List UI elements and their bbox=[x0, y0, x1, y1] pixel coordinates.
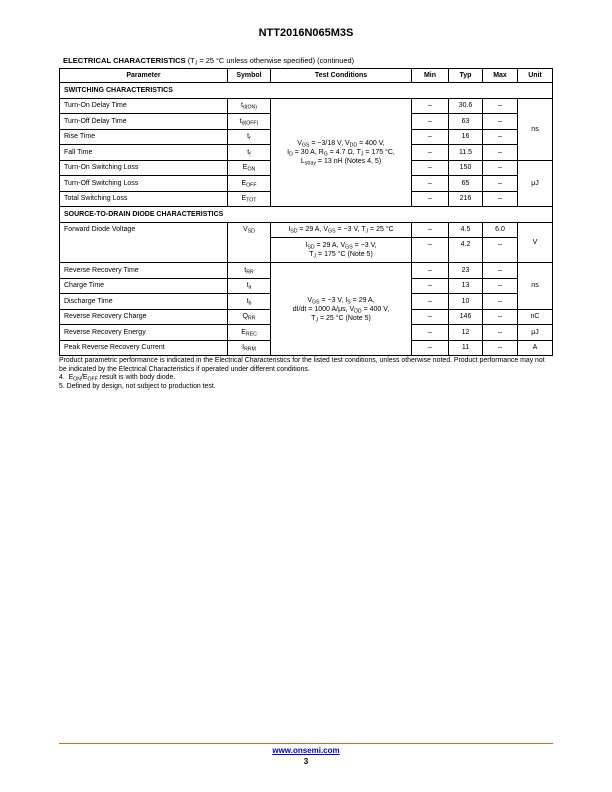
max-cell: – bbox=[483, 294, 518, 310]
max-cell: – bbox=[483, 114, 518, 130]
table-row bbox=[60, 222, 553, 238]
website-link[interactable]: www.onsemi.com bbox=[272, 746, 340, 755]
symbol-cell: $t_r$ bbox=[228, 129, 271, 145]
min-cell: – bbox=[412, 340, 449, 356]
typ-cell: 11 bbox=[449, 340, 483, 356]
max-cell: – bbox=[483, 325, 518, 341]
typ-cell: 10 bbox=[449, 294, 483, 310]
max-cell: – bbox=[483, 340, 518, 356]
symbol-cell: $E_{OFF}$ bbox=[228, 176, 271, 192]
section-condition: (T bbox=[187, 56, 195, 65]
notes-paragraph: Product parametric performance is indicated in the Electrical Characteristics for the listed test conditions, unless otherwise noted. Product performance may not be indicated by the Electrical Characteristics if operated under different conditions. bbox=[59, 357, 545, 373]
param-cell: Forward Diode Voltage bbox=[60, 222, 228, 263]
param-cell: Turn-On Delay Time bbox=[60, 98, 228, 114]
max-cell: – bbox=[483, 98, 518, 114]
switching-conditions-cell: $V_{GS} = -3/18$ V, $V_{DD} = 400$ V, $I_D = 30$ A, $R_G = 4.7$ Ω, $T_J = 175$ °C, $L_{stray} = 13$ nH (Notes 4, 5) bbox=[271, 98, 412, 207]
param-cell: Turn-Off Switching Loss bbox=[60, 176, 228, 192]
group-header-diode bbox=[60, 207, 553, 223]
unit-cell: A bbox=[518, 340, 553, 356]
symbol-cell: $E_{ON}$ bbox=[228, 160, 271, 176]
min-cell: – bbox=[412, 294, 449, 310]
min-cell: – bbox=[412, 263, 449, 279]
symbol-cell: $t_{d(ON)}$ bbox=[228, 98, 271, 114]
min-cell: – bbox=[412, 145, 449, 161]
max-cell: 6.0 bbox=[483, 222, 518, 238]
param-cell: Turn-Off Delay Time bbox=[60, 114, 228, 130]
section-heading bbox=[63, 56, 354, 65]
param-cell: Reverse Recovery Time bbox=[60, 263, 228, 279]
typ-cell: 146 bbox=[449, 309, 483, 325]
min-cell: – bbox=[412, 278, 449, 294]
max-cell: – bbox=[483, 238, 518, 263]
unit-cell: μJ bbox=[518, 325, 553, 341]
max-cell: – bbox=[483, 263, 518, 279]
max-cell: – bbox=[483, 160, 518, 176]
section-title: ELECTRICAL CHARACTERISTICS bbox=[63, 56, 186, 65]
note-4: 4. $E_{ON}/E_{OFF}$ result is with body diode. bbox=[59, 374, 176, 383]
note-5: 5. Defined by design, not subject to production test. bbox=[59, 382, 216, 390]
header-symbol: Symbol bbox=[228, 69, 271, 83]
typ-cell: 12 bbox=[449, 325, 483, 341]
symbol-cell: $t_b$ bbox=[228, 294, 271, 310]
symbol-cell: $t_f$ bbox=[228, 145, 271, 161]
param-cell: Total Switching Loss bbox=[60, 191, 228, 207]
table-header-row bbox=[60, 69, 553, 83]
header-typ: Typ bbox=[449, 69, 483, 83]
param-cell: Discharge Time bbox=[60, 294, 228, 310]
min-cell: – bbox=[412, 191, 449, 207]
section-condition-sub: J bbox=[194, 60, 198, 67]
symbol-cell: $E_{TOT}$ bbox=[228, 191, 271, 207]
min-cell: – bbox=[412, 309, 449, 325]
min-cell: – bbox=[412, 176, 449, 192]
symbol-cell: $I_{RRM}$ bbox=[228, 340, 271, 356]
symbol-cell: $t_{d(OFF)}$ bbox=[228, 114, 271, 130]
section-condition-tail: = 25 °C unless otherwise specified) (continued) bbox=[197, 56, 355, 65]
max-cell: – bbox=[483, 278, 518, 294]
typ-cell: 11.5 bbox=[449, 145, 483, 161]
table-row bbox=[60, 263, 553, 279]
max-cell: – bbox=[483, 309, 518, 325]
min-cell: – bbox=[412, 129, 449, 145]
condition-cell: $I_{SD} = 29$ A, $V_{GS} = -3$ V, $T_J = 175$ °C (Note 5) bbox=[271, 238, 412, 263]
typ-cell: 4.2 bbox=[449, 238, 483, 263]
typ-cell: 30.6 bbox=[449, 98, 483, 114]
min-cell: – bbox=[412, 160, 449, 176]
max-cell: – bbox=[483, 191, 518, 207]
min-cell: – bbox=[412, 222, 449, 238]
unit-cell-time: ns bbox=[518, 263, 553, 310]
max-cell: – bbox=[483, 176, 518, 192]
min-cell: – bbox=[412, 238, 449, 263]
header-unit: Unit bbox=[518, 69, 553, 83]
table-row bbox=[60, 98, 553, 114]
max-cell: – bbox=[483, 145, 518, 161]
symbol-cell: $t_{RR}$ bbox=[228, 263, 271, 279]
typ-cell: 4.5 bbox=[449, 222, 483, 238]
page-number: 3 bbox=[303, 757, 309, 766]
unit-cell-time: ns bbox=[518, 98, 553, 160]
param-cell: Peak Reverse Recovery Current bbox=[60, 340, 228, 356]
group-title: SOURCE-TO-DRAIN DIODE CHARACTERISTICS bbox=[60, 207, 553, 223]
group-header-switching bbox=[60, 83, 553, 99]
unit-cell-energy: μJ bbox=[518, 160, 553, 207]
typ-cell: 13 bbox=[449, 278, 483, 294]
typ-cell: 16 bbox=[449, 129, 483, 145]
typ-cell: 216 bbox=[449, 191, 483, 207]
param-cell: Turn-On Switching Loss bbox=[60, 160, 228, 176]
typ-cell: 150 bbox=[449, 160, 483, 176]
typ-cell: 23 bbox=[449, 263, 483, 279]
param-cell: Rise Time bbox=[60, 129, 228, 145]
typ-cell: 63 bbox=[449, 114, 483, 130]
min-cell: – bbox=[412, 325, 449, 341]
param-cell: Reverse Recovery Charge bbox=[60, 309, 228, 325]
condition-cell: $I_{SD} = 29$ A, $V_{GS} = -3$ V, $T_J = 25$ °C bbox=[271, 222, 412, 238]
header-test-conditions: Test Conditions bbox=[271, 69, 412, 83]
unit-cell: nC bbox=[518, 309, 553, 325]
document-title: NTT2016N065M3S bbox=[258, 27, 354, 39]
min-cell: – bbox=[412, 98, 449, 114]
param-cell: Reverse Recovery Energy bbox=[60, 325, 228, 341]
header-parameter: Parameter bbox=[60, 69, 228, 83]
min-cell: – bbox=[412, 114, 449, 130]
symbol-cell: $Q_{RR}$ bbox=[228, 309, 271, 325]
param-cell: Fall Time bbox=[60, 145, 228, 161]
diode-conditions-cell: $V_{GS} = -3$ V, $I_S = 29$ A, dI/dt = 1000 A/μs, $V_{DD} = 400$ V, $T_J = 25$ °C (Note 5) bbox=[271, 263, 412, 356]
header-max: Max bbox=[483, 69, 518, 83]
symbol-cell: $E_{REC}$ bbox=[228, 325, 271, 341]
electrical-characteristics-table bbox=[59, 68, 553, 356]
typ-cell: 65 bbox=[449, 176, 483, 192]
table-notes bbox=[59, 357, 553, 391]
symbol-cell: $V_{SD}$ bbox=[228, 222, 271, 263]
max-cell: – bbox=[483, 129, 518, 145]
symbol-cell: $t_a$ bbox=[228, 278, 271, 294]
footer-divider bbox=[59, 743, 553, 744]
param-cell: Charge Time bbox=[60, 278, 228, 294]
group-title: SWITCHING CHARACTERISTICS bbox=[60, 83, 553, 99]
unit-cell-voltage: V bbox=[518, 222, 553, 263]
header-min: Min bbox=[412, 69, 449, 83]
